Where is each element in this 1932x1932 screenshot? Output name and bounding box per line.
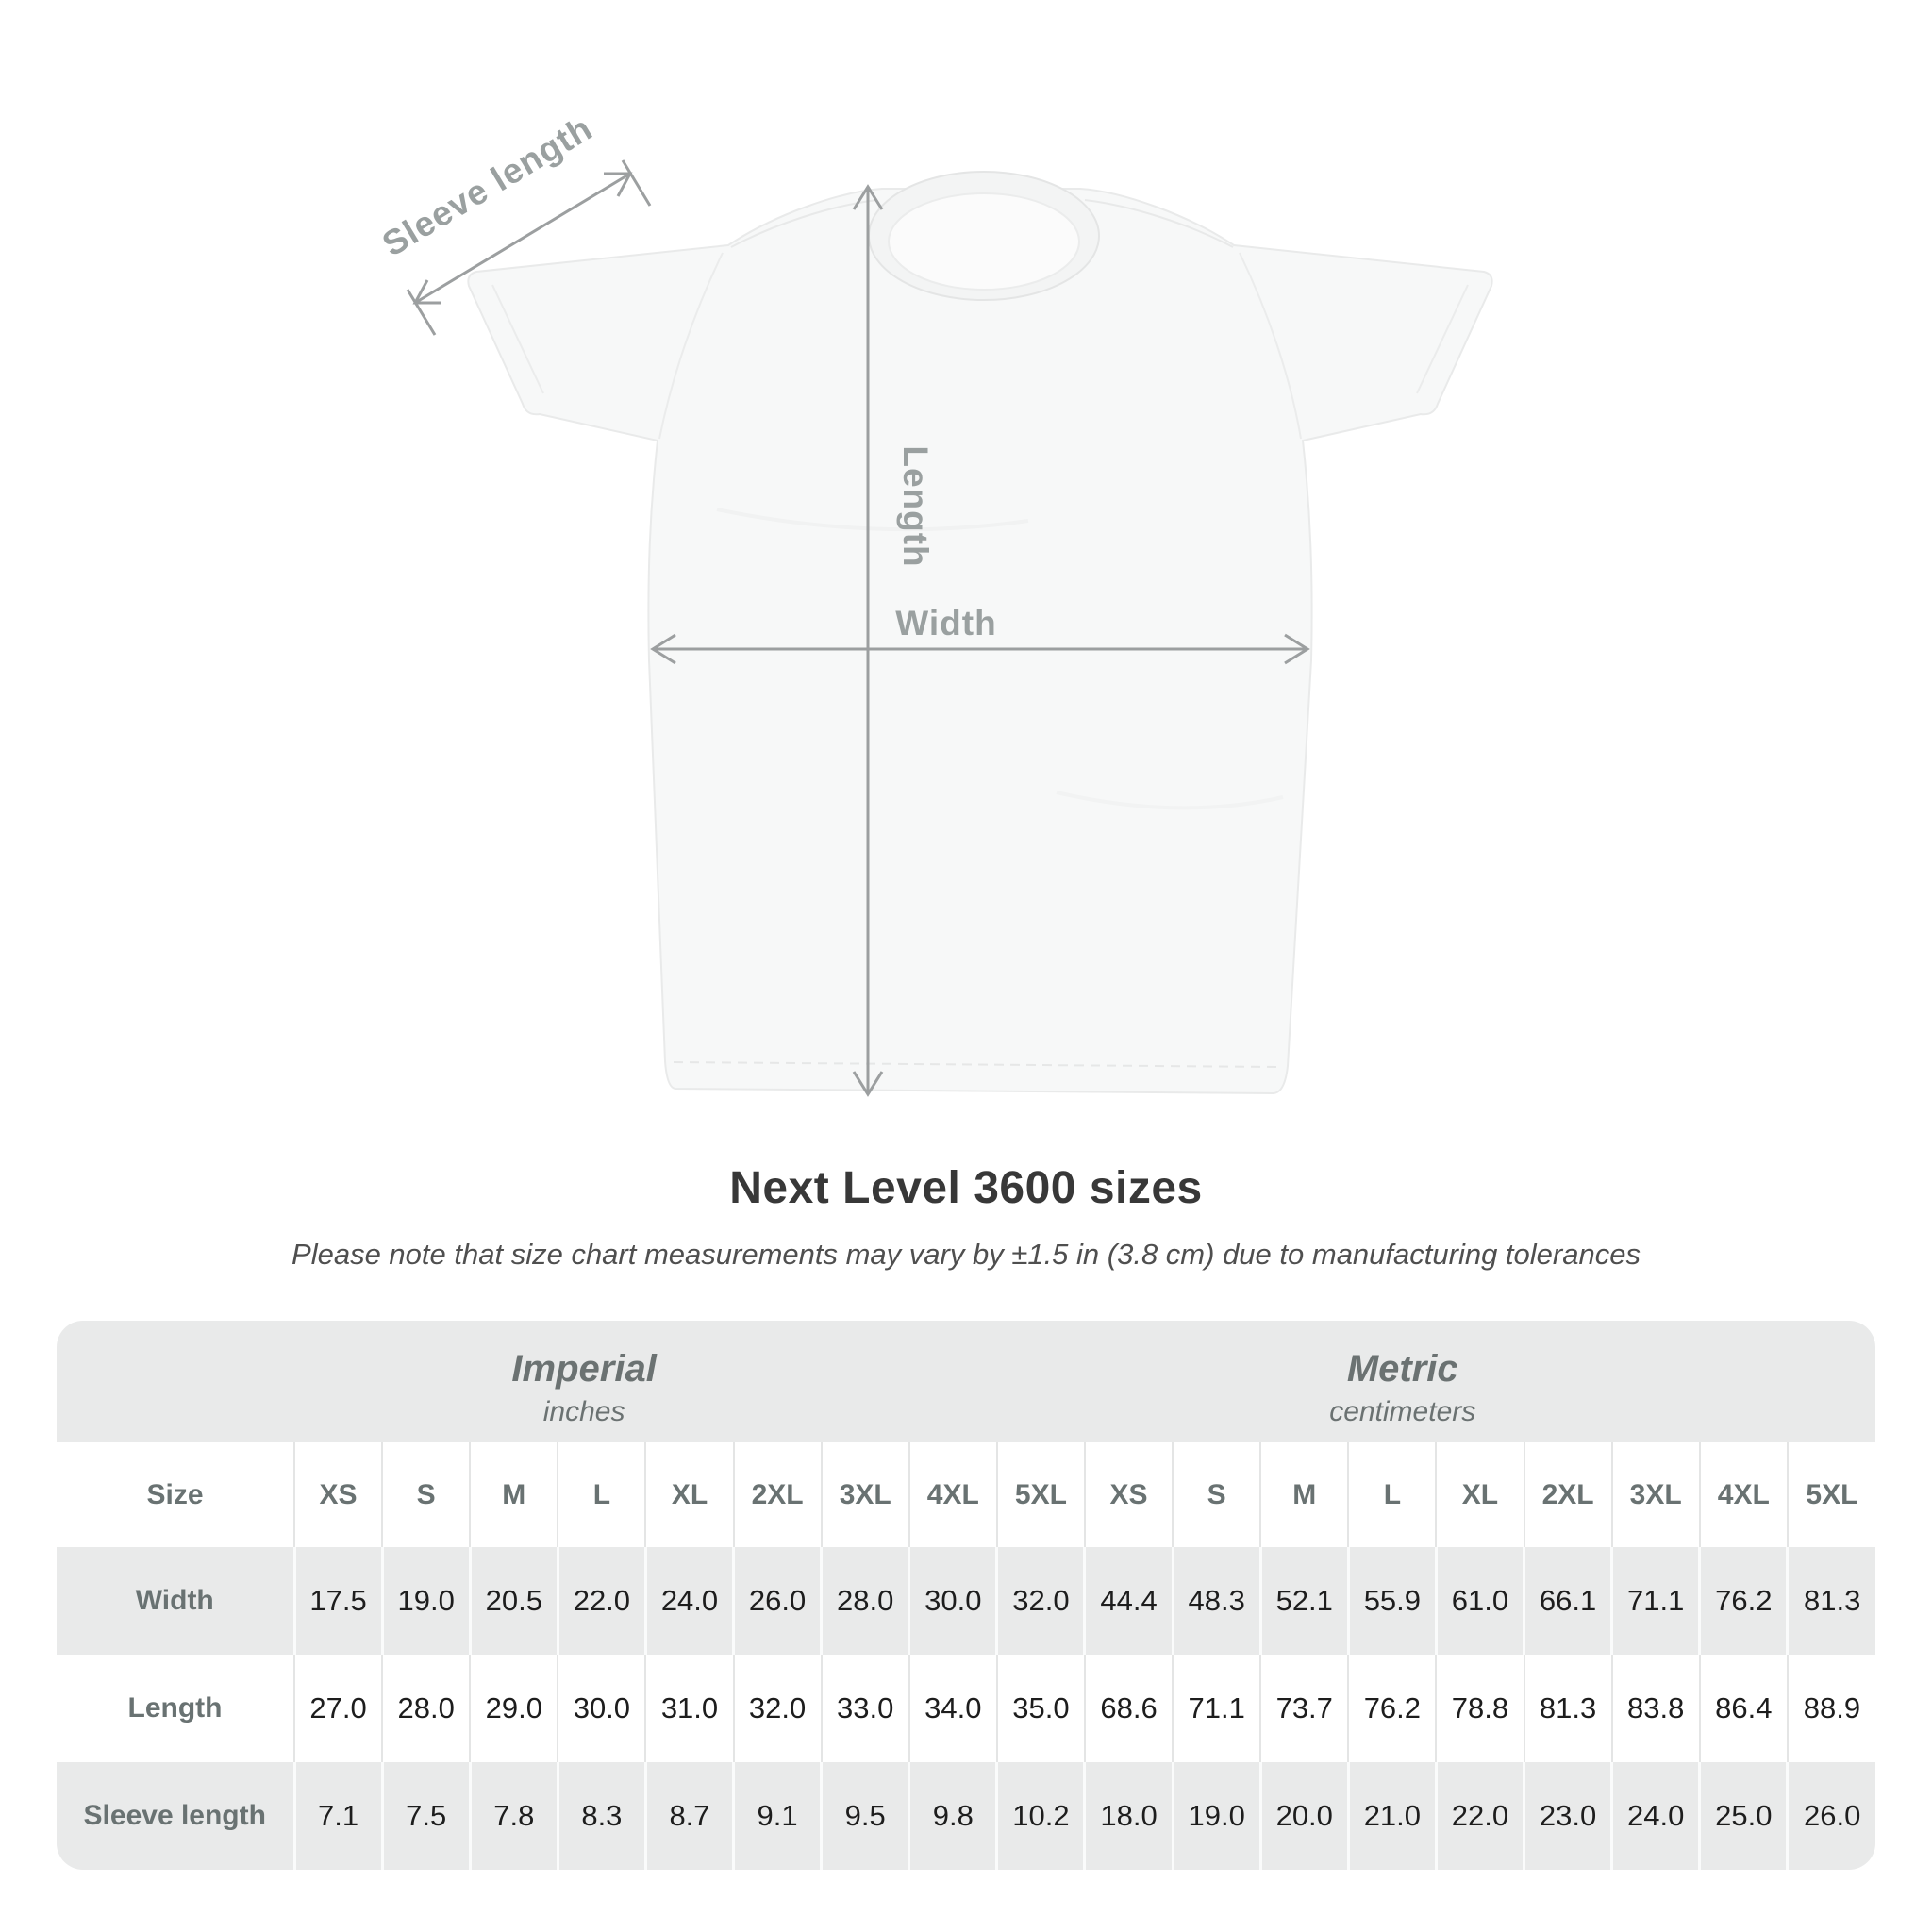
measurement-value-cell: 76.2	[1700, 1547, 1788, 1655]
measurement-value-cell: 28.0	[822, 1547, 909, 1655]
measurement-value-cell: 8.3	[558, 1762, 645, 1870]
measurement-value-cell: 83.8	[1612, 1655, 1700, 1762]
measurement-value-cell: 76.2	[1348, 1655, 1436, 1762]
measurement-value-cell: 21.0	[1348, 1762, 1436, 1870]
measurement-value-cell: 61.0	[1436, 1547, 1524, 1655]
size-header-cell: 5XL	[1788, 1442, 1875, 1547]
measurement-value-cell: 68.6	[1085, 1655, 1173, 1762]
measurement-value-cell: 7.8	[470, 1762, 558, 1870]
measurement-value-cell: 18.0	[1085, 1762, 1173, 1870]
measurement-value-cell: 9.1	[734, 1762, 822, 1870]
width-label: Width	[895, 604, 997, 642]
measurement-value-cell: 73.7	[1260, 1655, 1348, 1762]
page-title: Next Level 3600 sizes	[729, 1163, 1203, 1213]
measurement-value-cell: 29.0	[470, 1655, 558, 1762]
measurement-value-cell: 17.5	[294, 1547, 382, 1655]
metric-unit: centimeters	[1329, 1396, 1476, 1427]
size-column-header: Size	[57, 1442, 294, 1547]
measurement-value-cell: 7.5	[382, 1762, 470, 1870]
measurement-value-cell: 22.0	[1436, 1762, 1524, 1870]
measurement-value-cell: 24.0	[645, 1547, 733, 1655]
imperial-heading: Imperial	[511, 1348, 657, 1390]
measurement-value-cell: 9.5	[822, 1762, 909, 1870]
measurement-value-cell: 26.0	[734, 1547, 822, 1655]
measurement-row	[57, 1547, 1875, 1655]
measurement-row-label: Length	[57, 1655, 294, 1762]
measurement-row-label: Width	[57, 1547, 294, 1655]
measurement-value-cell: 71.1	[1173, 1655, 1260, 1762]
measurement-value-cell: 28.0	[382, 1655, 470, 1762]
measurement-value-cell: 48.3	[1173, 1547, 1260, 1655]
unit-band	[57, 1321, 1875, 1442]
measurement-value-cell: 30.0	[909, 1547, 997, 1655]
measurement-value-cell: 35.0	[997, 1655, 1085, 1762]
measurement-value-cell: 66.1	[1524, 1547, 1612, 1655]
measurement-value-cell: 52.1	[1260, 1547, 1348, 1655]
size-header-cell: M	[470, 1442, 558, 1547]
measurement-value-cell: 25.0	[1700, 1762, 1788, 1870]
size-table	[57, 1442, 1875, 1870]
measurement-value-cell: 10.2	[997, 1762, 1085, 1870]
measurement-value-cell: 19.0	[1173, 1762, 1260, 1870]
size-table-container	[57, 1321, 1875, 1870]
measurement-value-cell: 20.0	[1260, 1762, 1348, 1870]
measurement-value-cell: 81.3	[1524, 1655, 1612, 1762]
size-header-row	[57, 1442, 1875, 1547]
measurement-value-cell: 32.0	[734, 1655, 822, 1762]
size-header-cell: L	[558, 1442, 645, 1547]
collar-inner	[889, 193, 1079, 290]
measurement-value-cell: 20.5	[470, 1547, 558, 1655]
metric-heading: Metric	[1346, 1348, 1458, 1390]
measurement-value-cell: 27.0	[294, 1655, 382, 1762]
measurement-value-cell: 26.0	[1788, 1762, 1875, 1870]
size-header-cell: 2XL	[734, 1442, 822, 1547]
measurement-value-cell: 33.0	[822, 1655, 909, 1762]
measurement-value-cell: 81.3	[1788, 1547, 1875, 1655]
measurement-row-label: Sleeve length	[57, 1762, 294, 1870]
measurement-value-cell: 88.9	[1788, 1655, 1875, 1762]
measurement-value-cell: 19.0	[382, 1547, 470, 1655]
size-header-cell: XS	[294, 1442, 382, 1547]
unit-group-metric	[1329, 1345, 1475, 1432]
measurement-row	[57, 1655, 1875, 1762]
measurement-value-cell: 86.4	[1700, 1655, 1788, 1762]
tolerance-note: Please note that size chart measurements may vary by ±1.5 in (3.8 cm) due to manufacturing tolerances	[291, 1238, 1641, 1271]
size-header-cell: 5XL	[997, 1442, 1085, 1547]
size-header-cell: S	[382, 1442, 470, 1547]
measurement-value-cell: 32.0	[997, 1547, 1085, 1655]
sleeve-length-label: Sleeve length	[375, 108, 599, 264]
measurement-value-cell: 44.4	[1085, 1547, 1173, 1655]
unit-group-imperial	[511, 1345, 656, 1432]
measurement-value-cell: 23.0	[1524, 1762, 1612, 1870]
size-header-cell: XL	[645, 1442, 733, 1547]
measurement-value-cell: 34.0	[909, 1655, 997, 1762]
imperial-unit: inches	[542, 1396, 625, 1427]
size-header-cell: 2XL	[1524, 1442, 1612, 1547]
measurement-value-cell: 8.7	[645, 1762, 733, 1870]
size-header-cell: 4XL	[1700, 1442, 1788, 1547]
measurement-value-cell: 22.0	[558, 1547, 645, 1655]
measurement-value-cell: 78.8	[1436, 1655, 1524, 1762]
size-header-cell: M	[1260, 1442, 1348, 1547]
measurement-value-cell: 9.8	[909, 1762, 997, 1870]
measurement-value-cell: 30.0	[558, 1655, 645, 1762]
measurement-value-cell: 24.0	[1612, 1762, 1700, 1870]
size-header-cell: 3XL	[1612, 1442, 1700, 1547]
size-header-cell: 4XL	[909, 1442, 997, 1547]
size-header-cell: L	[1348, 1442, 1436, 1547]
measurement-value-cell: 7.1	[294, 1762, 382, 1870]
size-header-cell: 3XL	[822, 1442, 909, 1547]
measurement-row	[57, 1762, 1875, 1870]
length-label: Length	[896, 445, 935, 568]
measurement-value-cell: 55.9	[1348, 1547, 1436, 1655]
measurement-value-cell: 71.1	[1612, 1547, 1700, 1655]
measurement-value-cell: 31.0	[645, 1655, 733, 1762]
measurement-rows	[57, 1547, 1875, 1870]
size-header-cell: S	[1173, 1442, 1260, 1547]
size-header-cell: XS	[1085, 1442, 1173, 1547]
size-header-cell: XL	[1436, 1442, 1524, 1547]
